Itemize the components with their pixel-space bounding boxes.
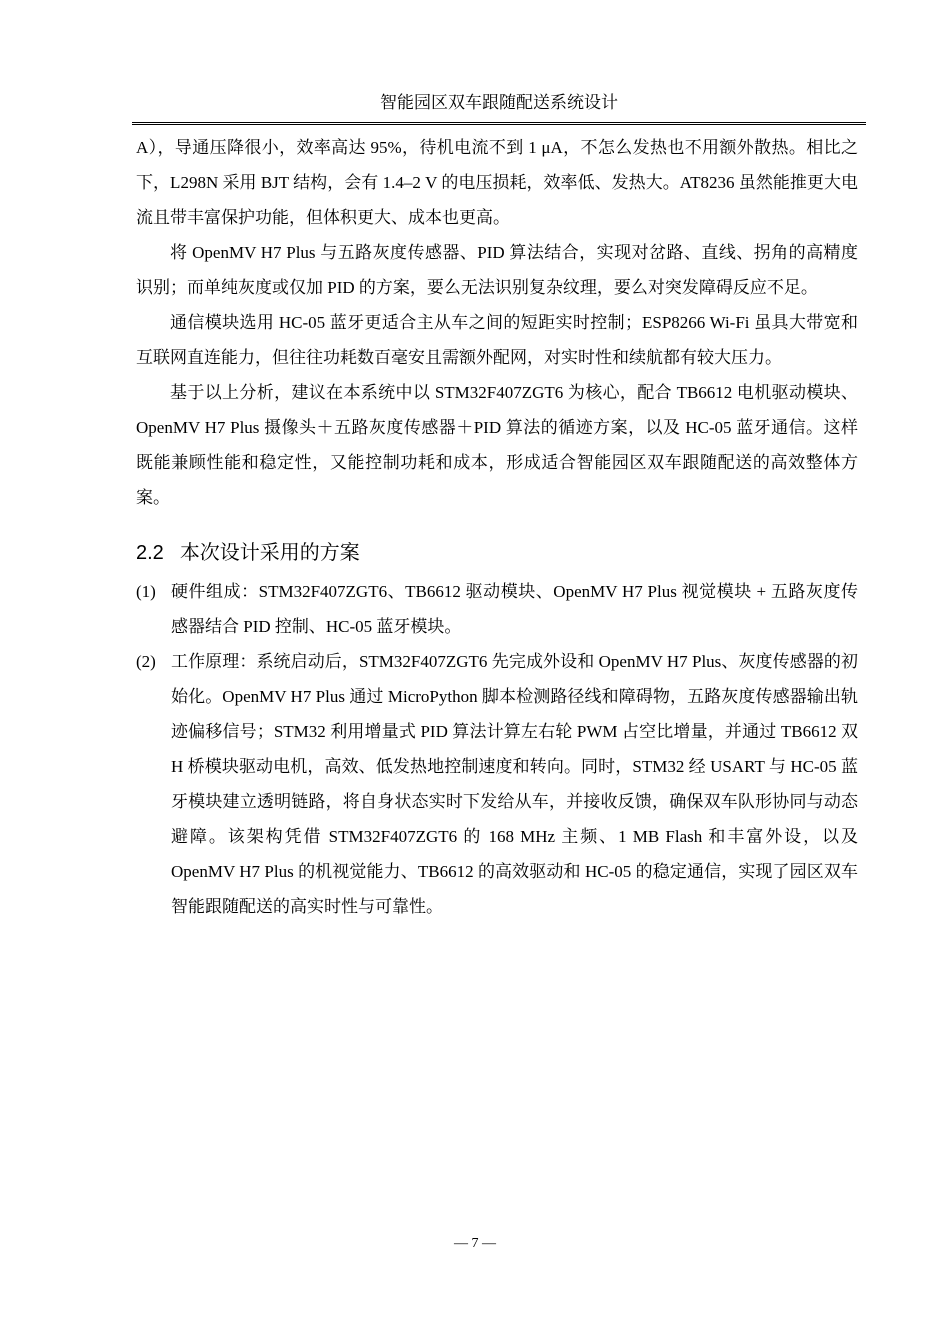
list-item-hardware xyxy=(136,574,858,644)
page-number: — 7 — xyxy=(454,1236,496,1251)
paragraph-continuation: A），导通压降很小，效率高达 95%，待机电流不到 1 μA，不怎么发热也不用额外散热。相比之下，L298N 采用 BJT 结构，会有 1.4–2 V 的电压损耗，效率低、发热大。AT8236 虽然能推更大电流且带丰富保护功能，但体积更大、成本也更高。 xyxy=(136,138,858,227)
page-header xyxy=(132,88,866,125)
page-content xyxy=(136,130,858,924)
paragraph-communication: 通信模块选用 HC-05 蓝牙更适合主从车之间的短距实时控制；ESP8266 Wi-Fi 虽具大带宽和互联网直连能力，但往往功耗数百毫安且需额外配网，对实时性和续航都有较大压力。 xyxy=(136,313,858,367)
list-item-text: 硬件组成：STM32F407ZGT6、TB6612 驱动模块、OpenMV H7 Plus 视觉模块 + 五路灰度传感器结合 PID 控制、HC-05 蓝牙模块。 xyxy=(171,582,858,636)
list-marker: (2) xyxy=(136,652,156,671)
section-number: 2.2 xyxy=(136,542,164,564)
header-title: 智能园区双车跟随配送系统设计 xyxy=(380,93,618,112)
section-heading xyxy=(136,537,858,568)
paragraph-openmv: 将 OpenMV H7 Plus 与五路灰度传感器、PID 算法结合，实现对岔路、直线、拐角的高精度识别；而单纯灰度或仅加 PID 的方案，要么无法识别复杂纹理，要么对突发障碍反应不足。 xyxy=(136,243,858,297)
paragraph-conclusion: 基于以上分析，建议在本系统中以 STM32F407ZGT6 为核心，配合 TB6612 电机驱动模块、OpenMV H7 Plus 摄像头＋五路灰度传感器＋PID 算法的循迹方案，以及 HC-05 蓝牙通信。这样既能兼顾性能和稳定性，又能控制功耗和成本，形成适合智能园区双车跟随配送的高效整体方案。 xyxy=(136,383,858,507)
list-item-text: 工作原理：系统启动后，STM32F407ZGT6 先完成外设和 OpenMV H7 Plus、灰度传感器的初始化。OpenMV H7 Plus 通过 MicroPython 脚本检测路径线和障碍物，五路灰度传感器输出轨迹偏移信号；STM32 利用增量式 PID 算法计算左右轮 PWM 占空比增量，并通过 TB6612 双 H 桥模块驱动电机，高效、低发热地控制速度和转向。同时，STM32 经 USART 与 HC-05 蓝牙模块建立透明链路，将自身状态实时下发给从车，并接收反馈，确保双车队形协同与动态避障。该架构凭借 STM32F407ZGT6 的 168 MHz 主频、1 MB Flash 和丰富外设，以及 OpenMV H7 Plus 的机视觉能力、TB6612 的高效驱动和 HC-05 的稳定通信，实现了园区双车智能跟随配送的高实时性与可靠性。 xyxy=(171,652,858,916)
list-marker: (1) xyxy=(136,582,156,601)
section-title-text: 本次设计采用的方案 xyxy=(179,540,360,564)
list-item-principle xyxy=(136,644,858,924)
